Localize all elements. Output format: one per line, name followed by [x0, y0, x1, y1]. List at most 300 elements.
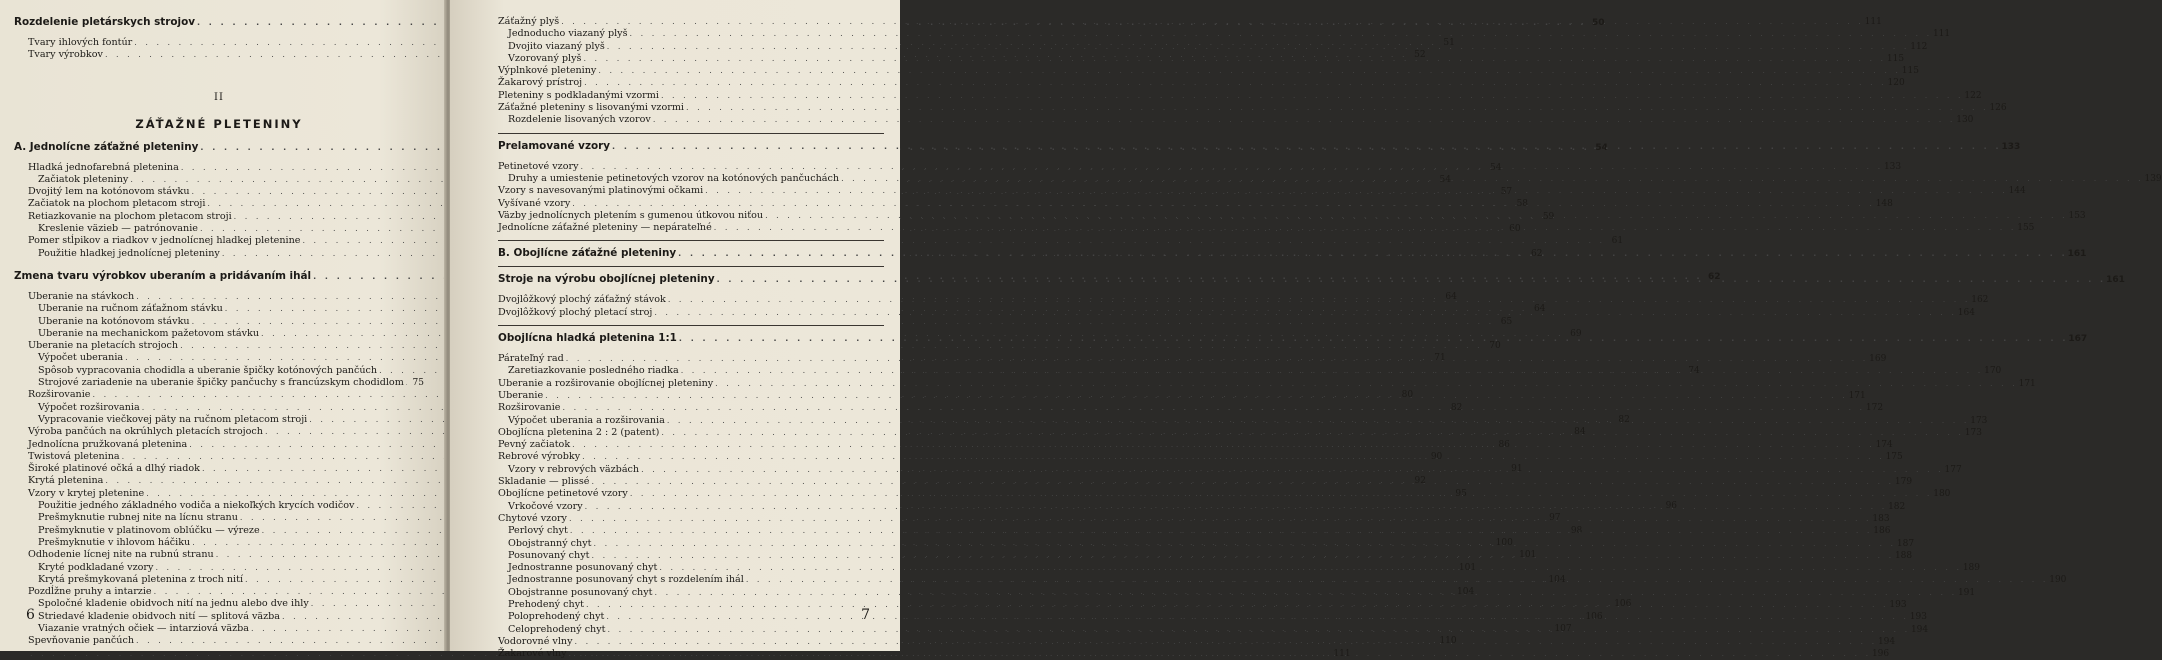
entry-page: 196: [1871, 649, 1889, 660]
toc-entry[interactable]: [498, 611, 884, 623]
entry-title: Pomer stĺpikov a riadkov v jednolícnej hladkej pletenine: [28, 235, 302, 246]
toc-entry[interactable]: [14, 426, 424, 438]
entry-title: Jednolícna pružkovaná pletenina: [28, 439, 189, 450]
toc-entry[interactable]: [14, 141, 424, 154]
toc-entry[interactable]: [14, 37, 424, 49]
entry-title: Jednoducho viazaný plyš: [508, 28, 630, 39]
entry-page: 52: [1408, 50, 1426, 61]
entry-leader: [841, 173, 2144, 184]
entry-page: 182: [1887, 502, 1905, 513]
entry-title: Výroba pančúch na okrúhlych pletacích strojoch: [28, 426, 265, 437]
toc-entry[interactable]: [498, 488, 884, 500]
entry-title: Uberanie na kotónovom stávku: [38, 316, 192, 327]
entry-page: 96: [1659, 501, 1677, 512]
entry-leader: [575, 636, 1878, 647]
toc-entry[interactable]: [14, 414, 424, 426]
entry-title: Obojlícna hladká pletenina 1:1: [498, 332, 679, 344]
toc-entry[interactable]: [14, 198, 424, 210]
entry-title: Záťažný plyš: [498, 16, 561, 27]
entry-leader: [714, 222, 2017, 233]
toc-entry[interactable]: [14, 525, 424, 537]
entry-leader: [594, 538, 1897, 549]
entry-page: 75: [406, 378, 424, 389]
divider: [498, 266, 884, 267]
toc-entry[interactable]: [14, 186, 424, 198]
entry-page: 193: [1889, 600, 1907, 611]
entry-leader: [655, 587, 1958, 598]
entry-page: 57: [1494, 187, 1512, 198]
entry-title: Celoprehodený chyt: [508, 624, 608, 635]
entry-leader: [630, 488, 1933, 499]
toc-entry[interactable]: [498, 140, 884, 153]
toc-entry[interactable]: [498, 173, 884, 185]
entry-title: Vzory v krytej pletenine: [28, 488, 146, 499]
entry-page: 189: [1962, 563, 1980, 574]
toc-entry[interactable]: [14, 439, 424, 451]
entry-title: Krytá pletenina: [28, 475, 105, 486]
entry-title: Žakarové vlny: [498, 648, 569, 659]
toc-entry[interactable]: [14, 340, 424, 352]
toc-entry[interactable]: [498, 574, 884, 586]
entry-page: 50: [1586, 17, 1604, 29]
toc-entry[interactable]: [14, 303, 424, 315]
toc-entry[interactable]: [498, 365, 884, 377]
entry-title: Druhy a umiestenie petinetových vzorov na kotónových pančuchách: [508, 173, 841, 184]
entry-title: Párateľný rad: [498, 353, 566, 364]
toc-block-prelamovane: [498, 140, 884, 235]
entry-page: 95: [1449, 489, 1467, 500]
toc-entry[interactable]: [498, 378, 884, 390]
toc-entry[interactable]: [498, 53, 884, 65]
entry-title: Výpočet rozširovania: [38, 402, 142, 413]
toc-entry[interactable]: [498, 402, 884, 414]
toc-entry[interactable]: [498, 90, 884, 102]
entry-title: Rozdelenie pletárskych strojov: [14, 16, 197, 28]
toc-entry[interactable]: [498, 65, 884, 77]
entry-title: Obojstranne posunovaný chyt: [508, 587, 655, 598]
entry-title: Použitie hladkej jednolícnej pleteniny: [38, 248, 222, 259]
entry-page: 82: [1612, 415, 1630, 426]
entry-title: Vzory s navesovanými platinovými očkami: [498, 185, 705, 196]
entry-title: Prešmyknutie rubnej nite na lícnu stranu: [38, 512, 240, 523]
entry-leader: [630, 28, 1933, 39]
entry-page: 120: [1887, 78, 1905, 89]
entry-page: 51: [1437, 38, 1455, 49]
entry-page: 186: [1872, 526, 1890, 537]
toc-entry[interactable]: [498, 161, 884, 173]
entry-title: Stroje na výrobu obojlícnej pleteniny: [498, 273, 717, 285]
entry-page: 98: [1564, 526, 1582, 537]
entry-title: Začiatok pleteniny: [38, 174, 130, 185]
toc-entry[interactable]: [498, 210, 884, 222]
toc-entry[interactable]: [498, 439, 884, 451]
entry-title: Jednostranne posunovaný chyt: [508, 562, 659, 573]
entry-page: 111: [1333, 649, 1351, 660]
entry-title: Poloprehodený chyt: [508, 611, 606, 622]
entry-page: 90: [1424, 452, 1442, 463]
entry-title: Perlový chyt: [508, 525, 570, 536]
entry-page: 155: [2016, 223, 2034, 234]
toc-entry[interactable]: [14, 537, 424, 549]
entry-page: 111: [1932, 29, 1950, 40]
entry-page: 171: [1848, 391, 1866, 402]
entry-title: Zmena tvaru výrobkov uberaním a pridávaním ihál: [14, 270, 313, 282]
entry-leader: [659, 562, 1962, 573]
entry-page: 161: [2068, 248, 2086, 260]
entry-title: Posunovaný chyt: [508, 550, 592, 561]
toc-entry[interactable]: [498, 550, 884, 562]
entry-page: 112: [1909, 42, 1927, 53]
toc-entry[interactable]: [14, 500, 424, 512]
entry-title: Pevný začiatok: [498, 439, 572, 450]
entry-page: 148: [1875, 199, 1893, 210]
toc-entry[interactable]: [498, 114, 884, 126]
entry-page: 191: [1957, 588, 1975, 599]
entry-title: Tvary ihlových fontúr: [28, 37, 134, 48]
toc-entry[interactable]: [14, 316, 424, 328]
entry-page: 54: [1483, 163, 1501, 174]
toc-entry[interactable]: [14, 235, 424, 247]
entry-title: Prešmyknutie v platinovom oblúčku — výreze: [38, 525, 262, 536]
toc-entry[interactable]: [498, 648, 884, 660]
entry-title: Prešmyknutie v ihlovom háčiku: [38, 537, 192, 548]
entry-leader: [570, 525, 1873, 536]
entry-page: 62: [1703, 271, 1721, 283]
entry-page: 58: [1510, 199, 1528, 210]
toc-entry[interactable]: [14, 451, 424, 463]
entry-page: 188: [1894, 551, 1912, 562]
entry-page: 59: [1536, 212, 1554, 223]
entry-leader: [765, 210, 2068, 221]
entry-page: 139: [2144, 174, 2162, 185]
entry-page: 97: [1543, 513, 1561, 524]
toc-block-top: [498, 16, 884, 127]
entry-leader: [586, 599, 1889, 610]
entry-page: 54: [1433, 175, 1451, 186]
entry-leader: [641, 464, 1944, 475]
toc-entry[interactable]: [14, 49, 424, 61]
toc-entry[interactable]: [498, 501, 884, 513]
entry-page: 162: [1970, 295, 1988, 306]
entry-page: 64: [1439, 292, 1457, 303]
entry-leader: [681, 365, 1984, 376]
entry-page: 65: [1494, 317, 1512, 328]
toc-entry[interactable]: [498, 624, 884, 636]
toc-entry[interactable]: [498, 198, 884, 210]
entry-title: Uberanie na ručnom záťažnom stávku: [38, 303, 225, 314]
entry-title: Dvojitý lem na kotónovom stávku: [28, 186, 192, 197]
page-number-left: 6: [26, 607, 35, 623]
entry-page: 173: [1969, 416, 1987, 427]
entry-leader: [569, 513, 1872, 524]
entry-page: 144: [2008, 186, 2026, 197]
entry-title: Spôsob vypracovania chodidla a uberanie špičky kotónových pančúch: [38, 365, 379, 376]
toc-entry[interactable]: [14, 598, 424, 610]
entry-page: 130: [1955, 115, 1973, 126]
toc-entry[interactable]: [14, 223, 424, 235]
entry-leader: [572, 198, 1875, 209]
entry-title: Uberanie na mechanickom pažetovom stávku: [38, 328, 261, 339]
toc-entry[interactable]: [14, 352, 424, 364]
entry-title: Vyšívané vzory: [498, 198, 572, 209]
entry-leader: [566, 353, 1869, 364]
toc-entry[interactable]: [498, 587, 884, 599]
entry-title: Spevňovanie pančúch: [28, 635, 136, 646]
entry-leader: [583, 53, 1886, 64]
entry-title: Prehodený chyt: [508, 599, 586, 610]
entry-page: 153: [2068, 211, 2086, 222]
entry-page: 74: [1682, 366, 1700, 377]
toc-entry[interactable]: [14, 463, 424, 475]
entry-leader: [585, 501, 1888, 512]
entry-page: 82: [1444, 403, 1462, 414]
toc-entry[interactable]: [498, 28, 884, 40]
toc-entry-section-b[interactable]: [498, 247, 884, 260]
entry-leader: [582, 451, 1885, 462]
entry-title: Rozširovanie: [28, 389, 92, 400]
entry-leader: [598, 65, 1901, 76]
entry-title: Pleteniny s podkladanými vzormi: [498, 90, 661, 101]
entry-leader: [717, 274, 2106, 286]
entry-page: 122: [1964, 91, 1982, 102]
entry-leader: [678, 248, 2067, 260]
toc-entry[interactable]: [498, 273, 884, 286]
entry-title: Pozdĺžne pruhy a intarzie: [28, 586, 154, 597]
toc-entry[interactable]: [498, 353, 884, 365]
entry-page: 80: [1395, 390, 1413, 401]
toc-entry[interactable]: [14, 549, 424, 561]
toc-entry[interactable]: [14, 648, 424, 660]
entry-title: Jednolícne záťažné pleteniny — nepárateľné: [498, 222, 714, 233]
entry-leader: [572, 439, 1875, 450]
entry-page: 180: [1932, 489, 1950, 500]
toc-entry[interactable]: [14, 328, 424, 340]
toc-entry[interactable]: [14, 402, 424, 414]
entry-page: 115: [1886, 54, 1904, 65]
entry-page: 60: [1503, 224, 1521, 235]
toc-entry[interactable]: [14, 574, 424, 586]
entry-title: Rebrové výrobky: [498, 451, 582, 462]
entry-leader: [667, 415, 1970, 426]
part-numeral: II: [14, 92, 424, 103]
toc-entry[interactable]: [498, 636, 884, 648]
toc-entry[interactable]: [14, 211, 424, 223]
entry-title: A. Jednolícne záťažné pleteniny: [14, 141, 200, 153]
entry-leader: [746, 574, 2049, 585]
entry-leader: [608, 624, 1911, 635]
entry-page: 169: [1868, 354, 1886, 365]
entry-page: 106: [1585, 612, 1603, 623]
toc-entry[interactable]: [498, 464, 884, 476]
left-page: [0, 0, 446, 651]
toc-entry[interactable]: [498, 415, 884, 427]
entry-page: 69: [1564, 329, 1582, 340]
entry-leader: [607, 41, 1910, 52]
toc-entry[interactable]: [14, 174, 424, 186]
entry-title: Tvary výrobkov: [28, 49, 105, 60]
entry-page: 194: [1910, 625, 1928, 636]
entry-title: Prelamované vzory: [498, 140, 612, 152]
entry-title: Vypracovanie viečkovej päty na ručnom pletacom stroji: [38, 414, 309, 425]
entry-title: Vzory v rebrových väzbách: [508, 464, 641, 475]
entry-page: 104: [1456, 587, 1474, 598]
entry-page: 161: [2106, 274, 2124, 286]
entry-title: Odhodenie lícnej nite na rubnú stranu: [28, 549, 216, 560]
toc-entry[interactable]: [14, 377, 424, 389]
toc-entry[interactable]: [498, 222, 884, 234]
toc-entry[interactable]: [14, 389, 424, 401]
toc-entry[interactable]: [14, 562, 424, 574]
entry-title: Zaretiazkovanie posledného riadka: [508, 365, 681, 376]
entry-title: Záťažné pleteniny s lisovanými vzormi: [498, 102, 686, 113]
toc-entry[interactable]: [498, 77, 884, 89]
entry-leader: [612, 141, 2001, 153]
entry-page: 172: [1865, 403, 1883, 414]
entry-leader: [591, 476, 1894, 487]
entry-title: Výpočet uberania a rozširovania: [508, 415, 667, 426]
entry-page: 101: [1518, 550, 1536, 561]
entry-title: Strojové zariadenie na uberanie špičky pančuchy s francúzskym chodidlom: [38, 377, 406, 388]
entry-leader: [686, 102, 1989, 113]
entry-leader: [562, 402, 1865, 413]
toc-entry[interactable]: [14, 16, 424, 29]
entry-title: Skladanie — plissé: [498, 476, 591, 487]
entry-page: 86: [1492, 440, 1510, 451]
entry-page: 133: [2002, 141, 2020, 153]
toc-entry[interactable]: [498, 185, 884, 197]
toc-entry[interactable]: [14, 611, 424, 623]
toc-entry[interactable]: [498, 427, 884, 439]
toc-entry[interactable]: [498, 102, 884, 114]
entry-title: Uberanie na stávkoch: [28, 291, 136, 302]
entry-page: 183: [1872, 514, 1890, 525]
toc-entry[interactable]: [14, 475, 424, 487]
entry-title: Obojlícna pletenina 2 : 2 (patent): [498, 427, 661, 438]
entry-page: 92: [1408, 476, 1426, 487]
entry-page: 84: [1568, 427, 1586, 438]
entry-title: Striedavé kladenie obidvoch nití — splitová väzba: [38, 611, 282, 622]
toc-entry[interactable]: [498, 390, 884, 402]
entry-page: 111: [1864, 17, 1882, 28]
divider: [498, 325, 884, 326]
entry-leader: [606, 611, 1909, 622]
entry-page: 104: [1548, 575, 1566, 586]
toc-entry[interactable]: [498, 599, 884, 611]
entry-title: Vrkočové vzory: [508, 501, 585, 512]
entry-title: Retiazkovanie na plochom pletacom stroji: [28, 211, 234, 222]
entry-page: 164: [1957, 308, 1975, 319]
entry-page: 187: [1896, 539, 1914, 550]
entry-title: Široké platinové očká a dlhý riadok: [28, 463, 202, 474]
toc-entry[interactable]: [14, 365, 424, 377]
divider: [498, 240, 884, 241]
toc-entry[interactable]: [14, 270, 424, 283]
toc-entry[interactable]: [498, 41, 884, 53]
entry-title: Jednostranne posunovaný chyt s rozdelením ihál: [508, 574, 746, 585]
entry-leader: [569, 648, 1872, 659]
toc-entry[interactable]: [498, 513, 884, 525]
entry-leader: [581, 161, 1884, 172]
toc-entry[interactable]: [14, 586, 424, 598]
entry-title: Dvojlôžkový plochý pletací stroj: [498, 307, 654, 318]
entry-page: 173: [1964, 428, 1982, 439]
entry-page: 64: [1527, 304, 1545, 315]
toc-entry[interactable]: [14, 291, 424, 303]
entry-title: Väzby jednolícnych pletením s gumenou útkovou niťou: [498, 210, 765, 221]
toc-entry[interactable]: [14, 248, 424, 260]
entry-leader: [592, 550, 1895, 561]
toc-entry[interactable]: [498, 332, 884, 345]
entry-title: Viazanie vratných očiek — intarziová väzba: [38, 623, 251, 634]
entry-page: 54: [1590, 142, 1608, 154]
toc-entry[interactable]: [498, 476, 884, 488]
toc-entry[interactable]: [14, 488, 424, 500]
entry-title: Uberanie na pletacích strojoch: [28, 340, 180, 351]
page-number-right: 7: [861, 607, 870, 623]
toc-entry[interactable]: [498, 16, 884, 28]
entry-title: Uberanie a rozširovanie obojlícnej pleteniny: [498, 378, 715, 389]
entry-page: 100: [1495, 538, 1513, 549]
entry-page: 71: [1428, 353, 1446, 364]
entry-title: Petinetové vzory: [498, 161, 581, 172]
toc-entry[interactable]: [498, 562, 884, 574]
toc-entry[interactable]: [498, 294, 884, 306]
entry-leader: [653, 114, 1956, 125]
toc-entry[interactable]: [498, 451, 884, 463]
entry-title: B. Obojlícne záťažné pleteniny: [498, 247, 678, 259]
entry-title: Žakarový prístroj: [498, 77, 584, 88]
entry-page: 101: [1458, 563, 1476, 574]
entry-page: 194: [1877, 637, 1895, 648]
toc-entry[interactable]: [14, 635, 424, 647]
entry-page: 174: [1875, 440, 1893, 451]
entry-leader: [715, 378, 2018, 389]
entry-leader: [584, 77, 1887, 88]
entry-title: Použitie jedného základného vodiča a niekoľkých krycích vodičov: [38, 500, 356, 511]
entry-leader: [661, 90, 1964, 101]
entry-title: Výplnkové pleteniny: [498, 65, 598, 76]
toc-entry[interactable]: [14, 162, 424, 174]
entry-page: 106: [1613, 599, 1631, 610]
entry-title: Uberanie: [498, 390, 545, 401]
entry-page: 190: [2048, 575, 2066, 586]
entry-page: 177: [1944, 465, 1962, 476]
entry-page: 193: [1909, 612, 1927, 623]
toc-entry[interactable]: [14, 623, 424, 635]
toc-entry[interactable]: [498, 525, 884, 537]
entry-title: Začiatok na plochom pletacom stroji: [28, 198, 207, 209]
entry-title: Hladká jednofarebná pletenina: [28, 162, 181, 173]
entry-leader: [705, 185, 2008, 196]
entry-leader: [668, 294, 1971, 305]
entry-page: 133: [1883, 162, 1901, 173]
toc-entry[interactable]: [14, 512, 424, 524]
entry-leader: [545, 390, 1848, 401]
entry-leader: [661, 427, 1964, 438]
book-spread: [0, 0, 900, 651]
entry-title: Kreslenie väzieb — patrónovanie: [38, 223, 200, 234]
toc-entry[interactable]: [498, 307, 884, 319]
entry-page: 179: [1894, 477, 1912, 488]
divider: [498, 133, 884, 134]
toc-entry[interactable]: [498, 538, 884, 550]
entry-page: 61: [1605, 236, 1623, 247]
entry-title: Dvojlôžkový plochý záťažný stávok: [498, 294, 668, 305]
entry-leader: [561, 16, 1864, 27]
entry-page: 171: [2018, 379, 2036, 390]
toc-block-pre: [14, 16, 424, 62]
entry-title: Rozširovanie: [498, 402, 562, 413]
